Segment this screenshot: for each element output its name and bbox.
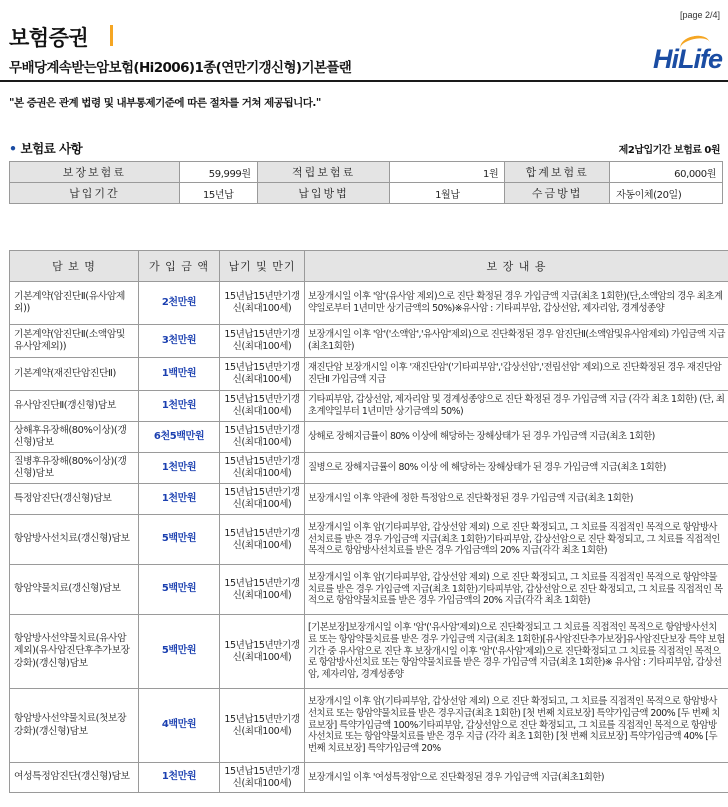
- insured-amount: 1백만원: [139, 358, 220, 391]
- coverage-name: 항암방사선약물치료(유사암제외)(유사암진단후추가보장강화)(갱신형)담보: [10, 615, 139, 689]
- premium-section-label: 보험료 사항: [20, 141, 83, 156]
- savings-premium-value: 1원: [390, 162, 505, 183]
- coverage-details: 상해로 장해지급률이 80% 이상에 해당하는 장해상태가 된 경우 가입금액 지급(최초 1회한): [305, 422, 728, 453]
- coverage-table: [9, 250, 728, 793]
- collection-method-value: 자동이체(20일): [610, 183, 723, 204]
- coverage-details: 질병으로 장해지급률이 80% 이상 에 해당하는 장해상태가 된 경우 가입금액 지급(최초 1회한): [305, 453, 728, 484]
- header-term: 납기 및 만기: [220, 251, 305, 282]
- coverage-premium-value: 59,999원: [179, 162, 257, 183]
- page-number: [page 2/4]: [679, 10, 720, 20]
- insured-amount: 4백만원: [139, 689, 220, 763]
- table-row: [10, 763, 728, 793]
- table-row: [10, 615, 728, 689]
- coverage-details: 보장개시일 이후 암(기타피부암, 갑상선암 제외) 으로 진단 확정되고, 그 치료를 직접적인 목적으로 항암방사선치료 또는 항암약물치료를 받은 경우지급(최초 1회한) [첫 번째 치료보장] 특약가입금액 200% [두 번째 치료보장] 특약가입금액 100%기타피부암, 갑상선암으로 진단 확정되고, 그 치료를 직접적인 목적으로 항암방사선치료 또는 항암약물치료를 받은 경우 지급 (각각 최초 1회한) [첫 번째 치료보장] 특약가입금액 40% [두 번째 치료보장] 특약가입금액 20%: [305, 689, 728, 763]
- total-premium-label: 합계보험료: [505, 162, 610, 183]
- payment-method-value: 1월납: [390, 183, 505, 204]
- insured-amount: 6천5백만원: [139, 422, 220, 453]
- term: 15년납15년만기갱신(최대100세): [220, 763, 305, 793]
- table-row: [10, 358, 728, 391]
- term: 15년납15년만기갱신(최대100세): [220, 565, 305, 615]
- term: 15년납15년만기갱신(최대100세): [220, 325, 305, 358]
- table-row: [10, 325, 728, 358]
- company-logo: HiLife: [652, 44, 722, 74]
- header-insured-amount: 가 입 금 액: [139, 251, 220, 282]
- title-accent-bar: [110, 25, 113, 46]
- table-row: [10, 565, 728, 615]
- second-payment-note: 제2납입기간 보험료 0원: [618, 145, 720, 156]
- collection-method-label: 수금방법: [505, 183, 610, 204]
- coverage-name: 상해후유장해(80%이상)(갱신형)담보: [10, 422, 139, 453]
- coverage-name: 항암방사선치료(갱신형)담보: [10, 515, 139, 565]
- coverage-name: 기본계약(재진단암진단Ⅱ): [10, 358, 139, 391]
- coverage-details: [기본보장]보장개시일 이후 '암'('유사암'제외)으로 진단확정되고 그 치료를 직접적인 목적으로 항암방사선치료 또는 항암약물치료를 받은 경우 가입금액 지급(최초 1회한)[유사암진단추가보장]유사암진단보장 특약 보험기간 중 유사암으로 진단 후 보장개시일 이후 '암'('유사암'제외)으로 진단확정되고 그 치료를 직접적인 목적으로 항암방사선치료 또는 항암약물치료를 받은 경우 가입금액 지급(최초 1회한)※ 유사암 : 기타피부암, 갑상선암, 제자리암, 경계성종양: [305, 615, 728, 689]
- insured-amount: 1천만원: [139, 484, 220, 515]
- coverage-details: 보장개시일 이후 '암'(유사암 제외)으로 진단 확정된 경우 가입금액 지급(최초 1회한)(단,소액암의 경우 최초계약일로부터 1년미만 상기금액의 50%)※유사암 : 기타피부암, 갑상선암, 제자리암, 경계성종양: [305, 282, 728, 325]
- coverage-header-row: [10, 251, 728, 282]
- coverage-details: 재진단암 보장개시일 이후 '재진단암'('기타피부암','갑상선암','전립선암' 제외)으로 진단확정된 경우 재진단암진단Ⅱ 가입금액 지급: [305, 358, 728, 391]
- coverage-name: 항암약물치료(갱신형)담보: [10, 565, 139, 615]
- coverage-name: 기본계약(암진단Ⅱ(소액암및유사암제외)): [10, 325, 139, 358]
- insured-amount: 5백만원: [139, 615, 220, 689]
- bullet-icon: •: [9, 141, 17, 156]
- coverage-details: 보장개시일 이후 '암'('소액암','유사암'제외)으로 진단확정된 경우 암진단Ⅱ(소액암및유사암제외) 가입금액 지급(최초1회한): [305, 325, 728, 358]
- legal-notice: "본 증권은 관계 법령 및 내부통제기준에 따른 절차를 거쳐 제공됩니다.": [9, 97, 321, 109]
- table-row: [10, 484, 728, 515]
- total-premium-value: 60,000원: [610, 162, 723, 183]
- insured-amount: 1천만원: [139, 391, 220, 422]
- term: 15년납15년만기갱신(최대100세): [220, 358, 305, 391]
- coverage-name: 항암방사선약물치료(첫보장강화)(갱신형)담보: [10, 689, 139, 763]
- term: 15년납15년만기갱신(최대100세): [220, 484, 305, 515]
- table-row: [10, 453, 728, 484]
- header-coverage-name: 담 보 명: [10, 251, 139, 282]
- term: 15년납15년만기갱신(최대100세): [220, 391, 305, 422]
- coverage-name: 여성특정암진단(갱신형)담보: [10, 763, 139, 793]
- coverage-details: 보장개시일 이후 암(기타피부암, 갑상선암 제외) 으로 진단 확정되고, 그 치료를 직접적인 목적으로 항암방사선치료를 받은 경우 가입금액 지급(최초 1회한)기타피부암, 갑상선암으로 진단 확정되고, 그 치료를 직접적인 목적으로 항암방사선치료를 받은 경우 가입금액의 20% 지급(각각 최초 1회한): [305, 515, 728, 565]
- table-row: [10, 515, 728, 565]
- term: 15년납15년만기갱신(최대100세): [220, 453, 305, 484]
- coverage-details: 보장개시일 이후 '여성특정암'으로 진단확정된 경우 가입금액 지급(최초1회한): [305, 763, 728, 793]
- coverage-name: 기본계약(암진단Ⅱ(유사암제외)): [10, 282, 139, 325]
- header-divider: [0, 80, 728, 82]
- term: 15년납15년만기갱신(최대100세): [220, 422, 305, 453]
- insured-amount: 1천만원: [139, 763, 220, 793]
- coverage-details: 기타피부암, 갑상선암, 제자리암 및 경계성종양으로 진단 확정된 경우 가입금액 지급 (각각 최초 1회한) (단, 최초계약일부터 1년미만 상기금액의 50%): [305, 391, 728, 422]
- premium-row-1: [10, 162, 723, 183]
- product-name: 무배당계속받는암보험(Hi2006)1종(연만기갱신형)기본플랜: [9, 60, 352, 76]
- premium-row-2: [10, 183, 723, 204]
- payment-period-label: 납입기간: [10, 183, 180, 204]
- premium-table: [9, 161, 723, 204]
- coverage-premium-label: 보장보험료: [10, 162, 180, 183]
- coverage-details: 보장개시일 이후 약관에 정한 특정암으로 진단확정된 경우 가입금액 지급(최초 1회한): [305, 484, 728, 515]
- coverage-name: 질병후유장해(80%이상)(갱신형)담보: [10, 453, 139, 484]
- term: 15년납15년만기갱신(최대100세): [220, 689, 305, 763]
- header-coverage-details: 보 장 내 용: [305, 251, 728, 282]
- coverage-name: 특정암진단(갱신형)담보: [10, 484, 139, 515]
- payment-period-value: 15년납: [179, 183, 257, 204]
- insured-amount: 5백만원: [139, 515, 220, 565]
- table-row: [10, 282, 728, 325]
- payment-method-label: 납입방법: [257, 183, 390, 204]
- insured-amount: 1천만원: [139, 453, 220, 484]
- premium-section-title: [9, 139, 82, 157]
- insured-amount: 3천만원: [139, 325, 220, 358]
- insured-amount: 5백만원: [139, 565, 220, 615]
- table-row: [10, 391, 728, 422]
- table-row: [10, 422, 728, 453]
- table-row: [10, 689, 728, 763]
- page-title: 보험증권: [9, 26, 89, 50]
- term: 15년납15년만기갱신(최대100세): [220, 615, 305, 689]
- coverage-name: 유사암진단Ⅱ(갱신형)담보: [10, 391, 139, 422]
- term: 15년납15년만기갱신(최대100세): [220, 282, 305, 325]
- term: 15년납15년만기갱신(최대100세): [220, 515, 305, 565]
- coverage-details: 보장개시일 이후 암(기타피부암, 갑상선암 제외) 으로 진단 확정되고, 그 치료를 직접적인 목적으로 항암약물치료를 받은 경우 가입금액 지급(최초 1회한)기타피부암, 갑상선암으로 진단 확정되고, 그 치료를 직접적인 목적으로 항암약물치료를 받은 경우 가입금액의 20% 지급(각각 최초 1회한): [305, 565, 728, 615]
- savings-premium-label: 적립보험료: [257, 162, 390, 183]
- insured-amount: 2천만원: [139, 282, 220, 325]
